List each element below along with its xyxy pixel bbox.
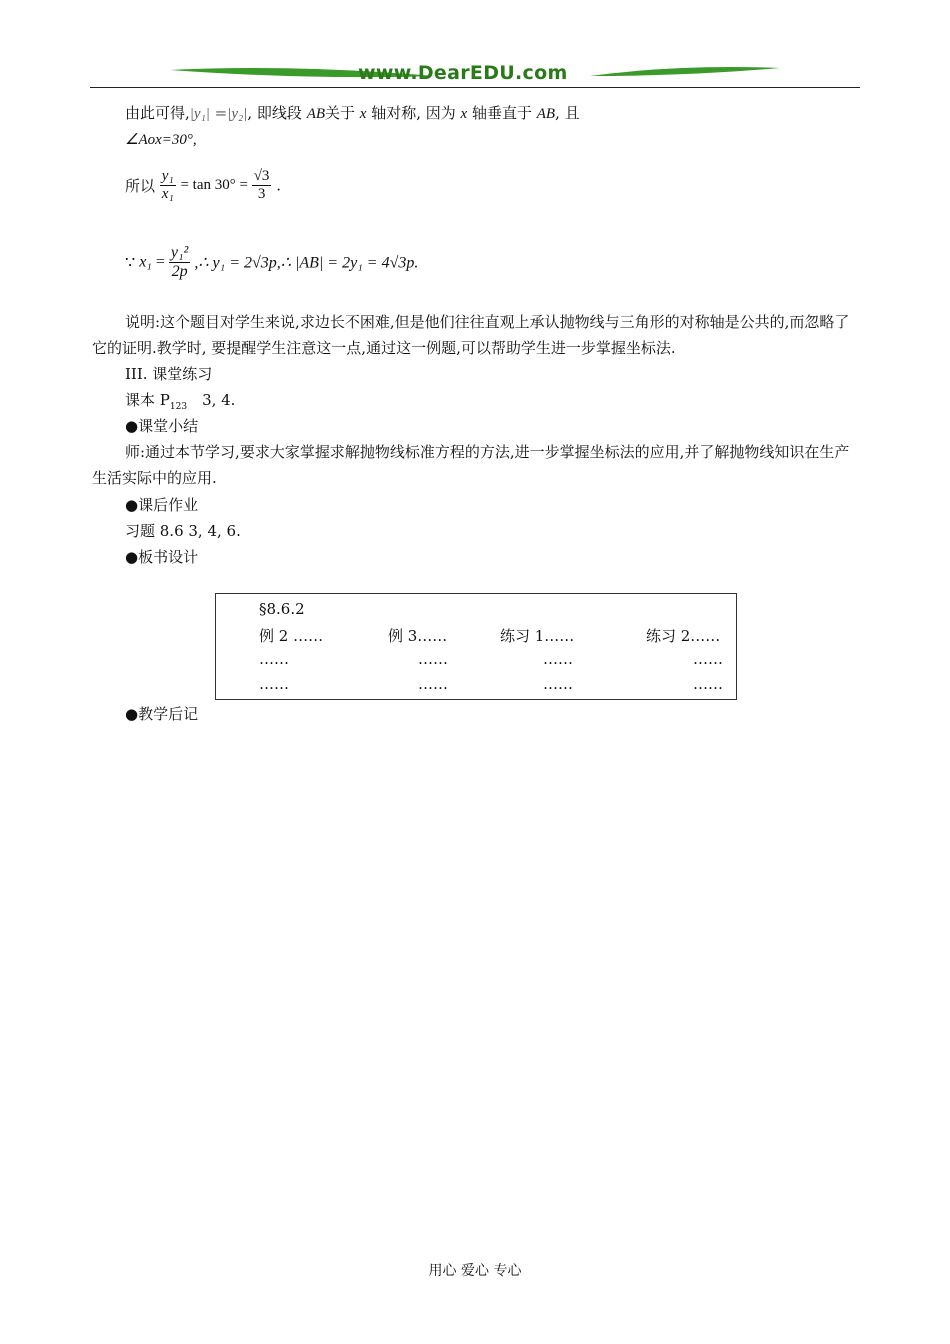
note-paragraph: 说明:这个题目对学生来说,求边长不困难,但是他们往往直观上承认抛物线与三角形的对称轴是公共的,而忽略了它的证明.教学时, 要提醒学生注意这一点,通过这一例题,可以帮助学生进一步掌握坐标法. — [92, 313, 850, 357]
page-footer: 用心 爱心 专心 — [428, 1263, 522, 1279]
board-col-1: 例 2 …… — [259, 627, 324, 645]
board-dots: …… — [418, 650, 448, 668]
board-col-3: 练习 1…… — [500, 627, 575, 645]
board-design-table — [215, 593, 737, 700]
board-dots: …… — [259, 650, 289, 668]
textbook-reference: 课本 $P_{123}$ 3, 4. — [125, 391, 236, 412]
board-title: §8.6.2 — [259, 600, 305, 618]
section-3-heading: III. 课堂练习 — [125, 365, 213, 383]
page-header — [90, 60, 860, 90]
site-logo: www.DearEDU.com — [358, 62, 568, 84]
fraction-y1sq-2p: $\frac{\text{y₁²}}{2p}$ — [170, 244, 189, 280]
derivation-line-1: 由此可得,|y₁| =|y₂|, 即线段 AB关于 x 轴对称, 因为 x 轴垂直于 AB, 且 — [125, 104, 580, 122]
tan-equation: 所以 $\frac{\text{y₁}}{\text{x₁}}$ = tan 30° = $\frac{√3}{3}$ . — [125, 168, 281, 202]
board-dots: …… — [259, 675, 289, 693]
board-dots: …… — [543, 675, 573, 693]
board-col-4: 练习 2…… — [646, 627, 721, 645]
right-swoosh-icon — [590, 60, 790, 90]
board-dots: …… — [693, 675, 723, 693]
homework-heading: ●课后作业 — [125, 496, 199, 514]
board-dots: …… — [693, 650, 723, 668]
board-dots: …… — [543, 650, 573, 668]
board-dots: …… — [418, 675, 448, 693]
fraction-sqrt3-3: $\frac{√3}{3}$ — [253, 168, 270, 202]
summary-heading: ●课堂小结 — [125, 417, 199, 435]
board-col-2: 例 3…… — [388, 627, 448, 645]
angle-statement: ∠Aox=30°, — [125, 132, 197, 148]
postscript-heading: ●教学后记 — [125, 705, 199, 723]
header-rule — [90, 87, 860, 88]
board-heading: ●板书设计 — [125, 548, 199, 566]
summary-paragraph: 师:通过本节学习,要求大家掌握求解抛物线标准方程的方法,进一步掌握坐标法的应用,并了解抛物线知识在生产生活实际中的应用. — [92, 443, 850, 487]
homework-text: 习题 8.6 3, 4, 6. — [125, 522, 241, 540]
fraction-y1-x1: $\frac{\text{y₁}}{\text{x₁}}$ — [161, 168, 174, 202]
ab-length-equation: ∵ x₁ = $\frac{\text{y₁²}}{2p}$ ,∴ y₁ = 2√3p,∴ |AB| = 2y₁ = 4√3p. — [125, 244, 419, 280]
